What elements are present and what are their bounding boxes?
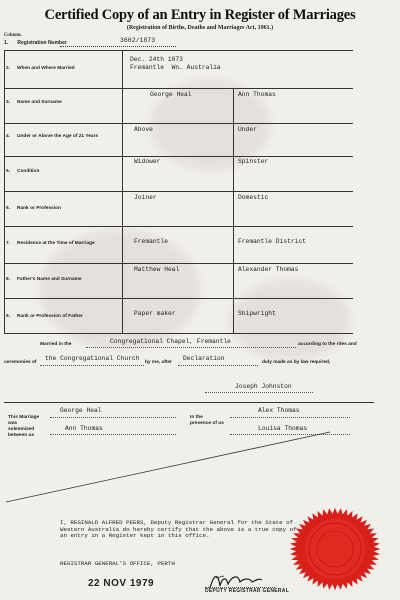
row-number: 3.	[6, 100, 11, 105]
value-groom-residence: Fremantle	[134, 238, 169, 245]
church-name: the Congregational Church	[45, 355, 140, 362]
row-number: 9.	[6, 314, 11, 319]
official-red-seal	[285, 505, 385, 593]
value-bride-residence: Fremantle District	[238, 238, 307, 245]
row-divider	[5, 263, 353, 264]
row-label-residence: Residence at the Time of Marriage	[17, 241, 95, 246]
value-groom-profession: Joiner	[134, 194, 157, 201]
value-bride-father: Alexander Thomas	[238, 266, 299, 273]
registration-underline	[60, 46, 176, 47]
row-divider	[5, 88, 353, 89]
value-bride-profession: Domestic	[238, 194, 269, 201]
value-groom-condition: Widower	[134, 158, 161, 165]
presence-label: In the presence of us	[190, 415, 224, 426]
document-subtitle: (Registration of Births, Deaths and Marriages Act, 1961.)	[126, 25, 274, 31]
row-label-father-profession: Rank or Profession of Father	[17, 314, 83, 319]
register-table	[4, 50, 353, 334]
row-label-father: Father's Name and Surname	[17, 277, 82, 282]
registration-number: 3662/1873	[120, 37, 156, 44]
row-label-condition: Condition	[17, 169, 40, 174]
row-label-age: Under or Above the Age of 21 Years	[17, 134, 99, 139]
column-divider	[233, 88, 234, 333]
section-rule	[4, 402, 374, 403]
value-groom-name: George Heal	[150, 91, 192, 98]
dotted-line	[50, 417, 176, 418]
married-in-label: Married in the	[40, 342, 72, 347]
column-label: Column.	[4, 33, 22, 38]
value-bride-condition: Spinster	[238, 158, 269, 165]
row-number: 5.	[6, 169, 11, 174]
duly-label: duly made as by law required,	[262, 360, 331, 365]
office-label: REGISTRAR GENERAL'S OFFICE, PERTH	[60, 560, 175, 567]
row-number: 2.	[6, 66, 11, 71]
marriage-place: Congregational Chapel, Fremantle	[110, 338, 231, 345]
signatory-title: DEPUTY REGISTRAR GENERAL	[205, 588, 290, 594]
value-when-where: Dec. 24th 1873 Fremantle Wn. Australia	[130, 56, 221, 71]
witness-1-signature: Alex Thomas	[258, 407, 300, 414]
by-me-label: by me, after	[145, 360, 172, 365]
dotted-line	[230, 417, 350, 418]
dotted-line	[40, 365, 144, 366]
dotted-line	[86, 347, 296, 348]
row-divider	[5, 191, 353, 192]
row-number: 6.	[6, 206, 11, 211]
row-number: 4.	[6, 134, 11, 139]
registration-label: Registration Number	[17, 40, 67, 46]
party-groom-signature: George Heal	[60, 407, 102, 414]
dotted-line	[205, 392, 313, 393]
row-label-when-where: When and Where Married	[17, 66, 75, 71]
row-number: 1.	[4, 40, 9, 46]
after-value: Declaration	[183, 355, 225, 362]
value-bride-name: Ann Thomas	[238, 91, 276, 98]
value-bride-father-profession: Shipwright	[238, 310, 276, 317]
certification-text: I, REGINALD ALFRED PEERS, Deputy Registrar General for the State of Western Australia do hereby certify that the above is a true copy of an entry in a Register kept in this office.	[60, 519, 297, 540]
column-divider	[122, 51, 123, 333]
row-divider	[5, 298, 353, 299]
value-groom-father-profession: Paper maker	[134, 310, 176, 317]
party-bride-signature: Ann Thomas	[65, 425, 103, 432]
row-divider	[5, 226, 353, 227]
dotted-line	[178, 365, 258, 366]
document-title: Certified Copy of an Entry in Register of Marriages	[44, 7, 356, 23]
row-label-name: Name and Surname	[17, 100, 62, 105]
solemnized-label: This Marriage was solemnized between us	[8, 415, 40, 438]
row-label-profession: Rank or Profession	[17, 206, 61, 211]
according-label: according to the rites and	[298, 342, 357, 347]
row-divider	[5, 123, 353, 124]
officiant-name: Joseph Johnston	[235, 383, 292, 390]
cancellation-line	[0, 430, 400, 510]
row-number: 8.	[6, 277, 11, 282]
value-groom-age: Above	[134, 126, 153, 133]
registration-label-row	[4, 40, 67, 46]
value-groom-father: Matthew Heal	[134, 266, 180, 273]
row-number: 7.	[6, 241, 11, 246]
date-stamp: 22 NOV 1979	[88, 578, 155, 589]
row-divider	[5, 156, 353, 157]
witness-2-signature: Louisa Thomas	[258, 425, 308, 432]
value-bride-age: Under	[238, 126, 257, 133]
ceremonies-label: ceremonies of	[4, 360, 37, 365]
